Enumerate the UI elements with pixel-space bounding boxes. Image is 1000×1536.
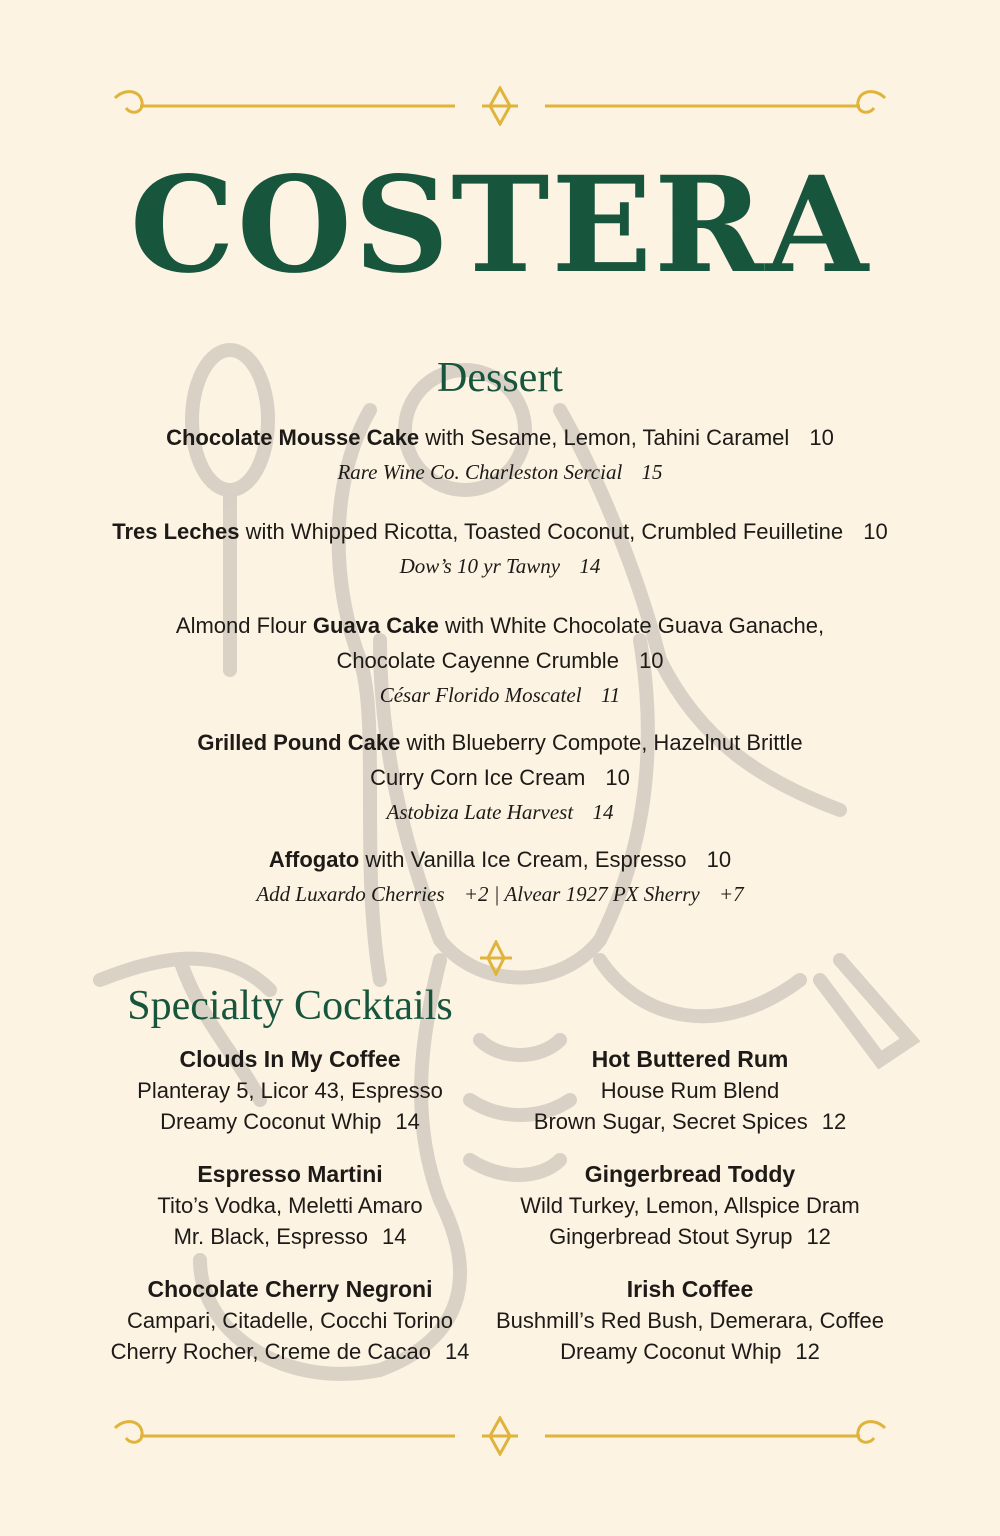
cocktail-item — [480, 1044, 900, 1137]
cocktail-price: 14 — [395, 1109, 420, 1134]
dessert-name: Chocolate Mousse Cake — [166, 425, 420, 450]
pairing-price: 14 — [592, 800, 614, 824]
dessert-name: Tres Leches — [112, 519, 240, 544]
pairing-price: 14 — [579, 554, 601, 578]
cocktail-item — [480, 1159, 900, 1252]
bottom-ornament — [110, 1416, 890, 1456]
dessert-item — [0, 725, 1000, 830]
wine-pairing: Dow’s 10 yr Tawny — [399, 554, 561, 578]
addon-price: +2 | Alvear 1927 PX Sherry — [463, 882, 700, 906]
dessert-name: Guava Cake — [312, 613, 439, 638]
dessert-price: 10 — [863, 519, 888, 544]
divider-ornament — [478, 940, 514, 976]
cocktail-ingredients-2: Cherry Rocher, Creme de Cacao — [110, 1339, 431, 1364]
cocktail-name: Gingerbread Toddy — [584, 1161, 796, 1187]
dessert-price: 10 — [809, 425, 834, 450]
dessert-description-2: Curry Corn Ice Cream — [370, 765, 586, 790]
dessert-item — [0, 514, 1000, 584]
cocktail-item — [100, 1274, 480, 1367]
dessert-description: with Sesame, Lemon, Tahini Caramel — [425, 425, 790, 450]
cocktail-ingredients-2: Dreamy Coconut Whip — [560, 1339, 782, 1364]
cocktail-name: Chocolate Cherry Negroni — [147, 1276, 433, 1302]
cocktail-ingredients-2: Gingerbread Stout Syrup — [549, 1224, 793, 1249]
cocktail-item — [480, 1274, 900, 1367]
pairing-price: 11 — [600, 683, 621, 707]
cocktail-name: Espresso Martini — [197, 1161, 383, 1187]
cocktail-price: 12 — [806, 1224, 831, 1249]
dessert-description-2: Chocolate Cayenne Crumble — [336, 648, 619, 673]
cocktail-price: 12 — [795, 1339, 820, 1364]
dessert-name: Affogato — [268, 847, 360, 872]
cocktail-item — [100, 1159, 480, 1252]
cocktail-item — [100, 1044, 480, 1137]
dessert-heading: Dessert — [437, 355, 563, 401]
cocktail-ingredients-2: Brown Sugar, Secret Spices — [533, 1109, 808, 1134]
cocktail-ingredients: House Rum Blend — [600, 1078, 780, 1103]
cocktail-ingredients: Campari, Citadelle, Cocchi Torino — [126, 1308, 454, 1333]
dessert-item — [0, 842, 1000, 912]
dessert-item — [0, 420, 1000, 490]
dessert-description: with Whipped Ricotta, Toasted Coconut, Crumbled Feuilletine — [245, 519, 844, 544]
cocktail-name: Irish Coffee — [626, 1276, 754, 1302]
dessert-price: 10 — [605, 765, 630, 790]
dessert-price: 10 — [639, 648, 664, 673]
dessert-description: with Blueberry Compote, Hazelnut Brittle — [406, 730, 803, 755]
dessert-prefix: Almond Flour — [175, 613, 307, 638]
wine-pairing: Rare Wine Co. Charleston Sercial — [337, 460, 623, 484]
addon-price-2: +7 — [719, 882, 744, 906]
wine-pairing: César Florido Moscatel — [379, 683, 582, 707]
dessert-description: with White Chocolate Guava Ganache, — [444, 613, 825, 638]
cocktail-ingredients: Tito’s Vodka, Meletti Amaro — [157, 1193, 423, 1218]
cocktail-name: Clouds In My Coffee — [179, 1046, 401, 1072]
cocktail-ingredients: Bushmill’s Red Bush, Demerara, Coffee — [495, 1308, 885, 1333]
cocktail-name: Hot Buttered Rum — [591, 1046, 789, 1072]
dessert-price: 10 — [706, 847, 732, 872]
pairing-price: 15 — [641, 460, 663, 484]
cocktail-ingredients-2: Dreamy Coconut Whip — [160, 1109, 382, 1134]
dessert-name: Grilled Pound Cake — [197, 730, 401, 755]
wine-pairing: Astobiza Late Harvest — [386, 800, 574, 824]
dessert-list — [0, 420, 1000, 912]
cocktail-price: 12 — [821, 1109, 847, 1134]
top-ornament — [110, 86, 890, 126]
cocktail-ingredients-2: Mr. Black, Espresso — [173, 1224, 368, 1249]
cocktail-price: 14 — [381, 1224, 407, 1249]
brand-logo: COSTERA — [129, 148, 871, 303]
dessert-description: with Vanilla Ice Cream, Espresso — [365, 847, 687, 872]
cocktail-price: 14 — [444, 1339, 470, 1364]
addon-text: Add Luxardo Cherries — [256, 882, 445, 906]
dessert-item — [0, 608, 1000, 713]
cocktails-heading: Specialty Cocktails — [127, 983, 453, 1029]
cocktail-ingredients: Planteray 5, Licor 43, Espresso — [137, 1078, 443, 1103]
cocktail-ingredients: Wild Turkey, Lemon, Allspice Dram — [520, 1193, 860, 1218]
cocktail-grid — [100, 1044, 900, 1367]
